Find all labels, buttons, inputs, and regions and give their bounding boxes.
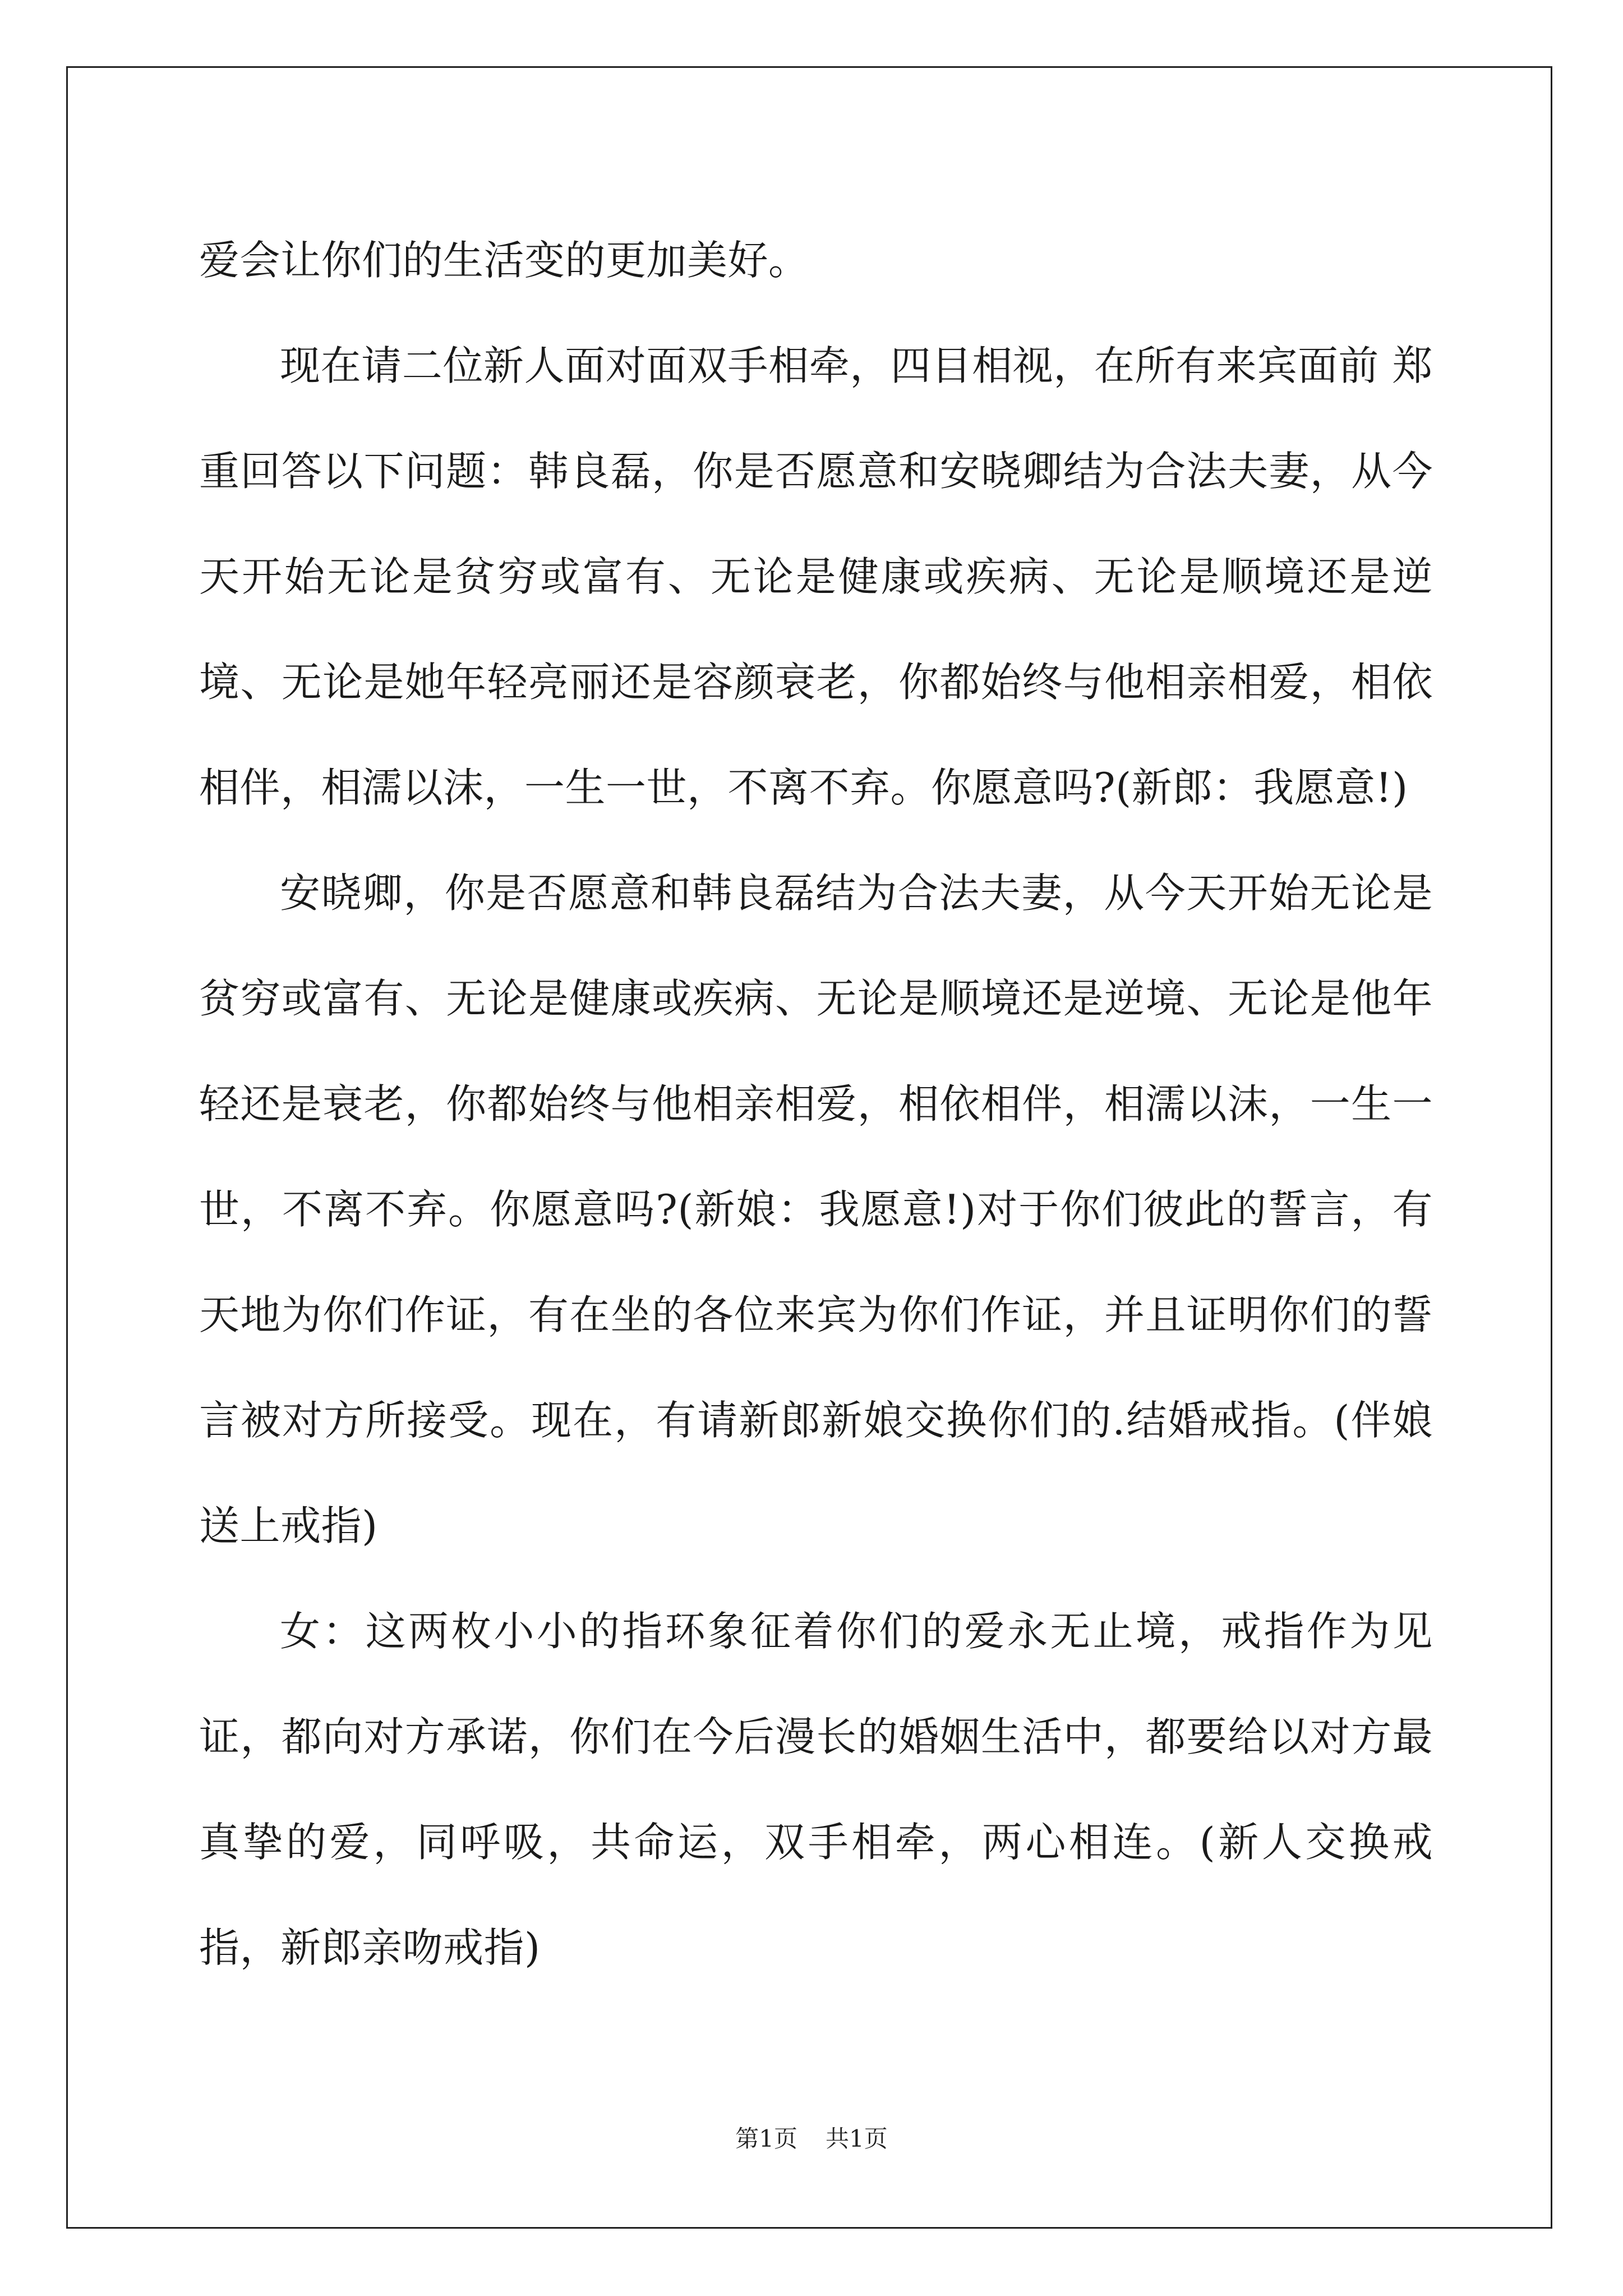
paragraph-1: 爱会让你们的生活变的更加美好。 — [199, 237, 809, 284]
document-body — [199, 208, 1433, 2000]
page-footer — [0, 2120, 1623, 2154]
paragraph-2: 现在请二位新人面对面双手相牵，四目相视，在所有来宾面前 郑重回答以下问题：韩良磊，你是否愿意和安晓卿结为合法夫妻，从今天开始无论是贫穷或富有、无论是健康或疾病、无论是顺境还是逆境、无论是她年轻亮丽还是容颜衰老，你都始终与他相亲相爱，相依相伴，相濡以沫，一生一世，不离不弃。你愿意吗?(新郎：我愿意!) — [199, 342, 1433, 811]
paragraph-3: 安晓卿，你是否愿意和韩良磊结为合法夫妻，从今天开始无论是贫穷或富有、无论是健康或疾病、无论是顺境还是逆境、无论是他年轻还是衰老，你都始终与他相亲相爱，相依相伴，相濡以沫，一生一世，不离不弃。你愿意吗?(新娘：我愿意!)对于你们彼此的誓言，有天地为你们作证，有在坐的各位来宾为你们作证，并且证明你们的誓言被对方所接受。现在，有请新郎新娘交换你们的.结婚戒指。(伴娘送上戒指) — [199, 869, 1433, 1549]
paragraph-4: 女：这两枚小小的指环象征着你们的爱永无止境，戒指作为见证，都向对方承诺，你们在今后漫长的婚姻生活中，都要给以对方最真挚的爱，同呼吸，共命运，双手相牵，两心相连。(新人交换戒指，新郎亲吻戒指) — [199, 1608, 1433, 1971]
page-count: 共1页 — [826, 2125, 888, 2152]
page-number: 第1页 — [735, 2125, 797, 2152]
